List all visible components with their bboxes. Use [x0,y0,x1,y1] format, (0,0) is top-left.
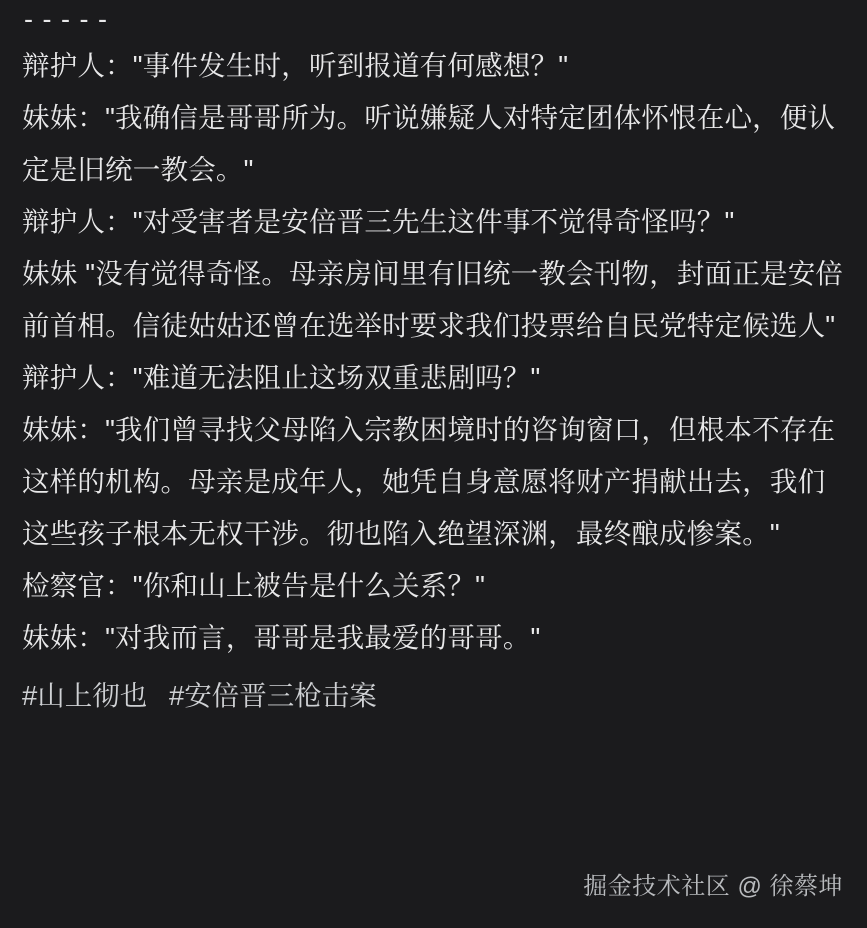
hashtag-link[interactable]: #安倍晋三枪击案 [168,680,377,711]
transcript-line: 妹妹 "没有觉得奇怪。母亲房间里有旧统一教会刊物，封面正是安倍前首相。信徒姑姑还曾在选举时要求我们投票给自民党特定候选人" [22,258,844,341]
hashtag-list [22,670,845,722]
transcript-body [22,40,845,664]
transcript-line: 妹妹："我确信是哥哥所为。听说嫌疑人对特定团体怀恨在心，便认定是旧统一教会。" [22,102,836,185]
section-divider: - - - - - [24,4,108,34]
transcript-line: 妹妹："我们曾寻找父母陷入宗教困境时的咨询窗口，但根本不存在这样的机构。母亲是成年人，她凭自身意愿将财产捐献出去，我们这些孩子根本无权干涉。彻也陷入绝望深渊，最终酿成惨案。" [22,414,836,549]
transcript-line: 检察官："你和山上被告是什么关系？" [22,570,486,601]
hashtag-link[interactable]: #山上彻也 [22,680,148,711]
transcript-line: 辩护人："对受害者是安倍晋三先生这件事不觉得奇怪吗？" [22,206,735,237]
transcript-line: 辩护人："事件发生时，听到报道有何感想？" [22,50,569,81]
transcript-line: 辩护人："难道无法阻止这场双重悲剧吗？" [22,362,541,393]
watermark-credit: 掘金技术社区 @ 徐蔡坤 [583,873,843,900]
transcript-line: 妹妹："对我而言，哥哥是我最爱的哥哥。" [22,622,541,653]
